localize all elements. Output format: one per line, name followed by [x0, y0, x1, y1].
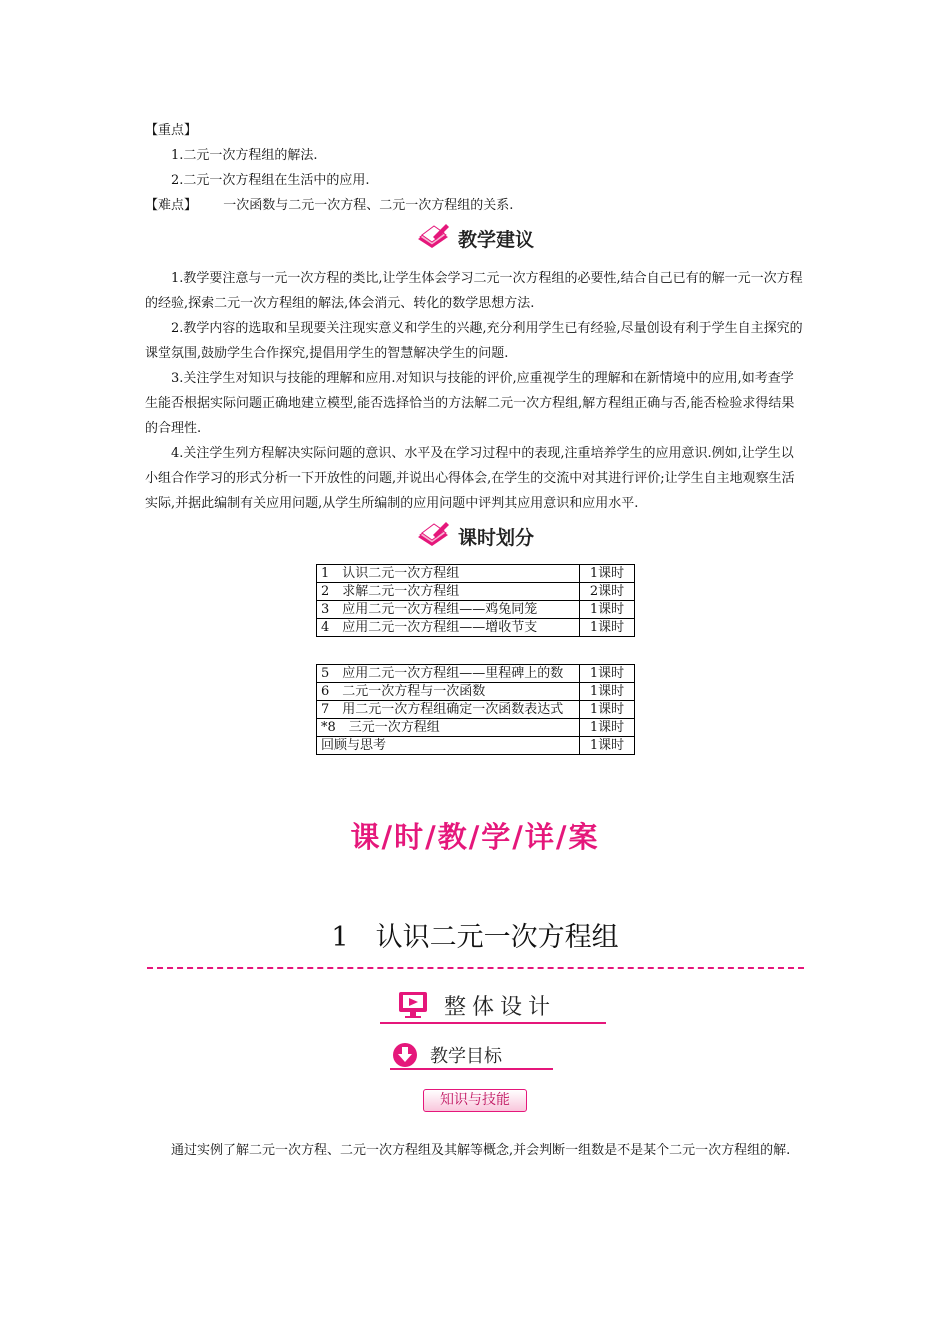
lesson-cell: 回顾与思考: [317, 737, 580, 755]
teaching-suggestions-header: [0, 222, 950, 254]
hours-cell: 1课时: [580, 737, 635, 755]
lesson-cell: 4 应用二元一次方程组——增收节支: [317, 619, 580, 637]
overall-design-header: [380, 990, 606, 1024]
lesson-title: 1 认识二元一次方程组: [331, 922, 619, 953]
table-row: [317, 683, 635, 701]
hours-cell: 1课时: [580, 701, 635, 719]
lesson-cell: 7 用二元一次方程组确定一次函数表达式: [317, 701, 580, 719]
schedule-title: 课时划分: [457, 526, 534, 549]
suggestion-paragraph: 4.关注学生列方程解决实际问题的意识、水平及在学习过程中的表现,注重培养学生的应用意识.例如,让学生以小组合作学习的形式分析一下开放性的问题,并说出心得体会,在学生的交流中对其进行评价;让学生自主地观察生活实际,并据此编制有关应用问题,从学生所编制的应用问题中评判其应用意识和应用水平.: [145, 446, 795, 511]
hours-cell: 1课时: [580, 683, 635, 701]
key-points-label: 【重点】: [145, 123, 198, 138]
difficulty-text: 一次函数与二元一次方程、二元一次方程组的关系.: [223, 198, 514, 213]
suggestion-paragraph: 2.教学内容的选取和呈现要关注现实意义和学生的兴趣,充分利用学生已有经验,尽量创设有利于学生自主探究的课堂氛围,鼓励学生合作探究,提倡用学生的智慧解决学生的问题.: [145, 321, 803, 361]
lesson-cell: 2 求解二元一次方程组: [317, 583, 580, 601]
schedule-header: [0, 520, 950, 552]
lesson-cell: 1 认识二元一次方程组: [317, 565, 580, 583]
hours-cell: 1课时: [580, 619, 635, 637]
notebook-pen-icon: [416, 520, 450, 552]
lesson-cell: 6 二元一次方程与一次函数: [317, 683, 580, 701]
down-arrow-circle-icon: [392, 1042, 418, 1072]
table-row: [317, 565, 635, 583]
goal-paragraph: 通过实例了解二元一次方程、二元一次方程组及其解等概念,并会判断一组数是不是某个二元一次方程组的解.: [171, 1143, 791, 1158]
table-row: [317, 601, 635, 619]
suggestion-paragraph: 1.教学要注意与一元一次方程的类比,让学生体会学习二元一次方程组的必要性,结合自己已有的解一元一次方程的经验,探索二元一次方程组的解法,体会消元、转化的数学思想方法.: [145, 271, 803, 311]
hours-cell: 1课时: [580, 565, 635, 583]
teaching-goals-title: 教学目标: [430, 1046, 502, 1067]
suggestion-paragraph: 3.关注学生对知识与技能的理解和应用.对知识与技能的评价,应重视学生的理解和在新情境中的应用,如考查学生能否根据实际问题正确地建立模型,能否选择恰当的方法解二元一次方程组,解方程组正确与否,能否检验求得结果的合理性.: [145, 371, 795, 436]
table-row: [317, 665, 635, 683]
schedule-table-2: [316, 664, 635, 755]
knowledge-skills-tag: 知识与技能: [423, 1089, 527, 1112]
hours-cell: 1课时: [580, 665, 635, 683]
table-row: [317, 583, 635, 601]
dashed-divider: [147, 967, 804, 969]
difficulty-row: [145, 193, 805, 218]
hours-cell: 2课时: [580, 583, 635, 601]
lesson-cell: 5 应用二元一次方程组——里程碑上的数: [317, 665, 580, 683]
schedule-table-1: [316, 564, 635, 637]
lesson-cell: 3 应用二元一次方程组——鸡兔同笼: [317, 601, 580, 619]
overall-design-title: 整体设计: [444, 995, 557, 1020]
notebook-pen-icon: [416, 222, 450, 254]
lesson-cell: *8 三元一次方程组: [317, 719, 580, 737]
monitor-icon: [398, 991, 428, 1023]
difficulty-label: 【难点】: [145, 198, 198, 213]
hours-cell: 1课时: [580, 719, 635, 737]
teaching-goals-header: [390, 1042, 553, 1070]
table-row: [317, 737, 635, 755]
key-point-2: 2.二元一次方程组在生活中的应用.: [171, 173, 370, 188]
key-point-1: 1.二元一次方程组的解法.: [171, 148, 318, 163]
table-row: [317, 619, 635, 637]
teaching-suggestions-title: 教学建议: [457, 228, 534, 251]
hours-cell: 1课时: [580, 601, 635, 619]
table-row: [317, 719, 635, 737]
table-row: [317, 701, 635, 719]
lesson-plan-banner: 课/时/教/学/详/案: [350, 820, 600, 854]
